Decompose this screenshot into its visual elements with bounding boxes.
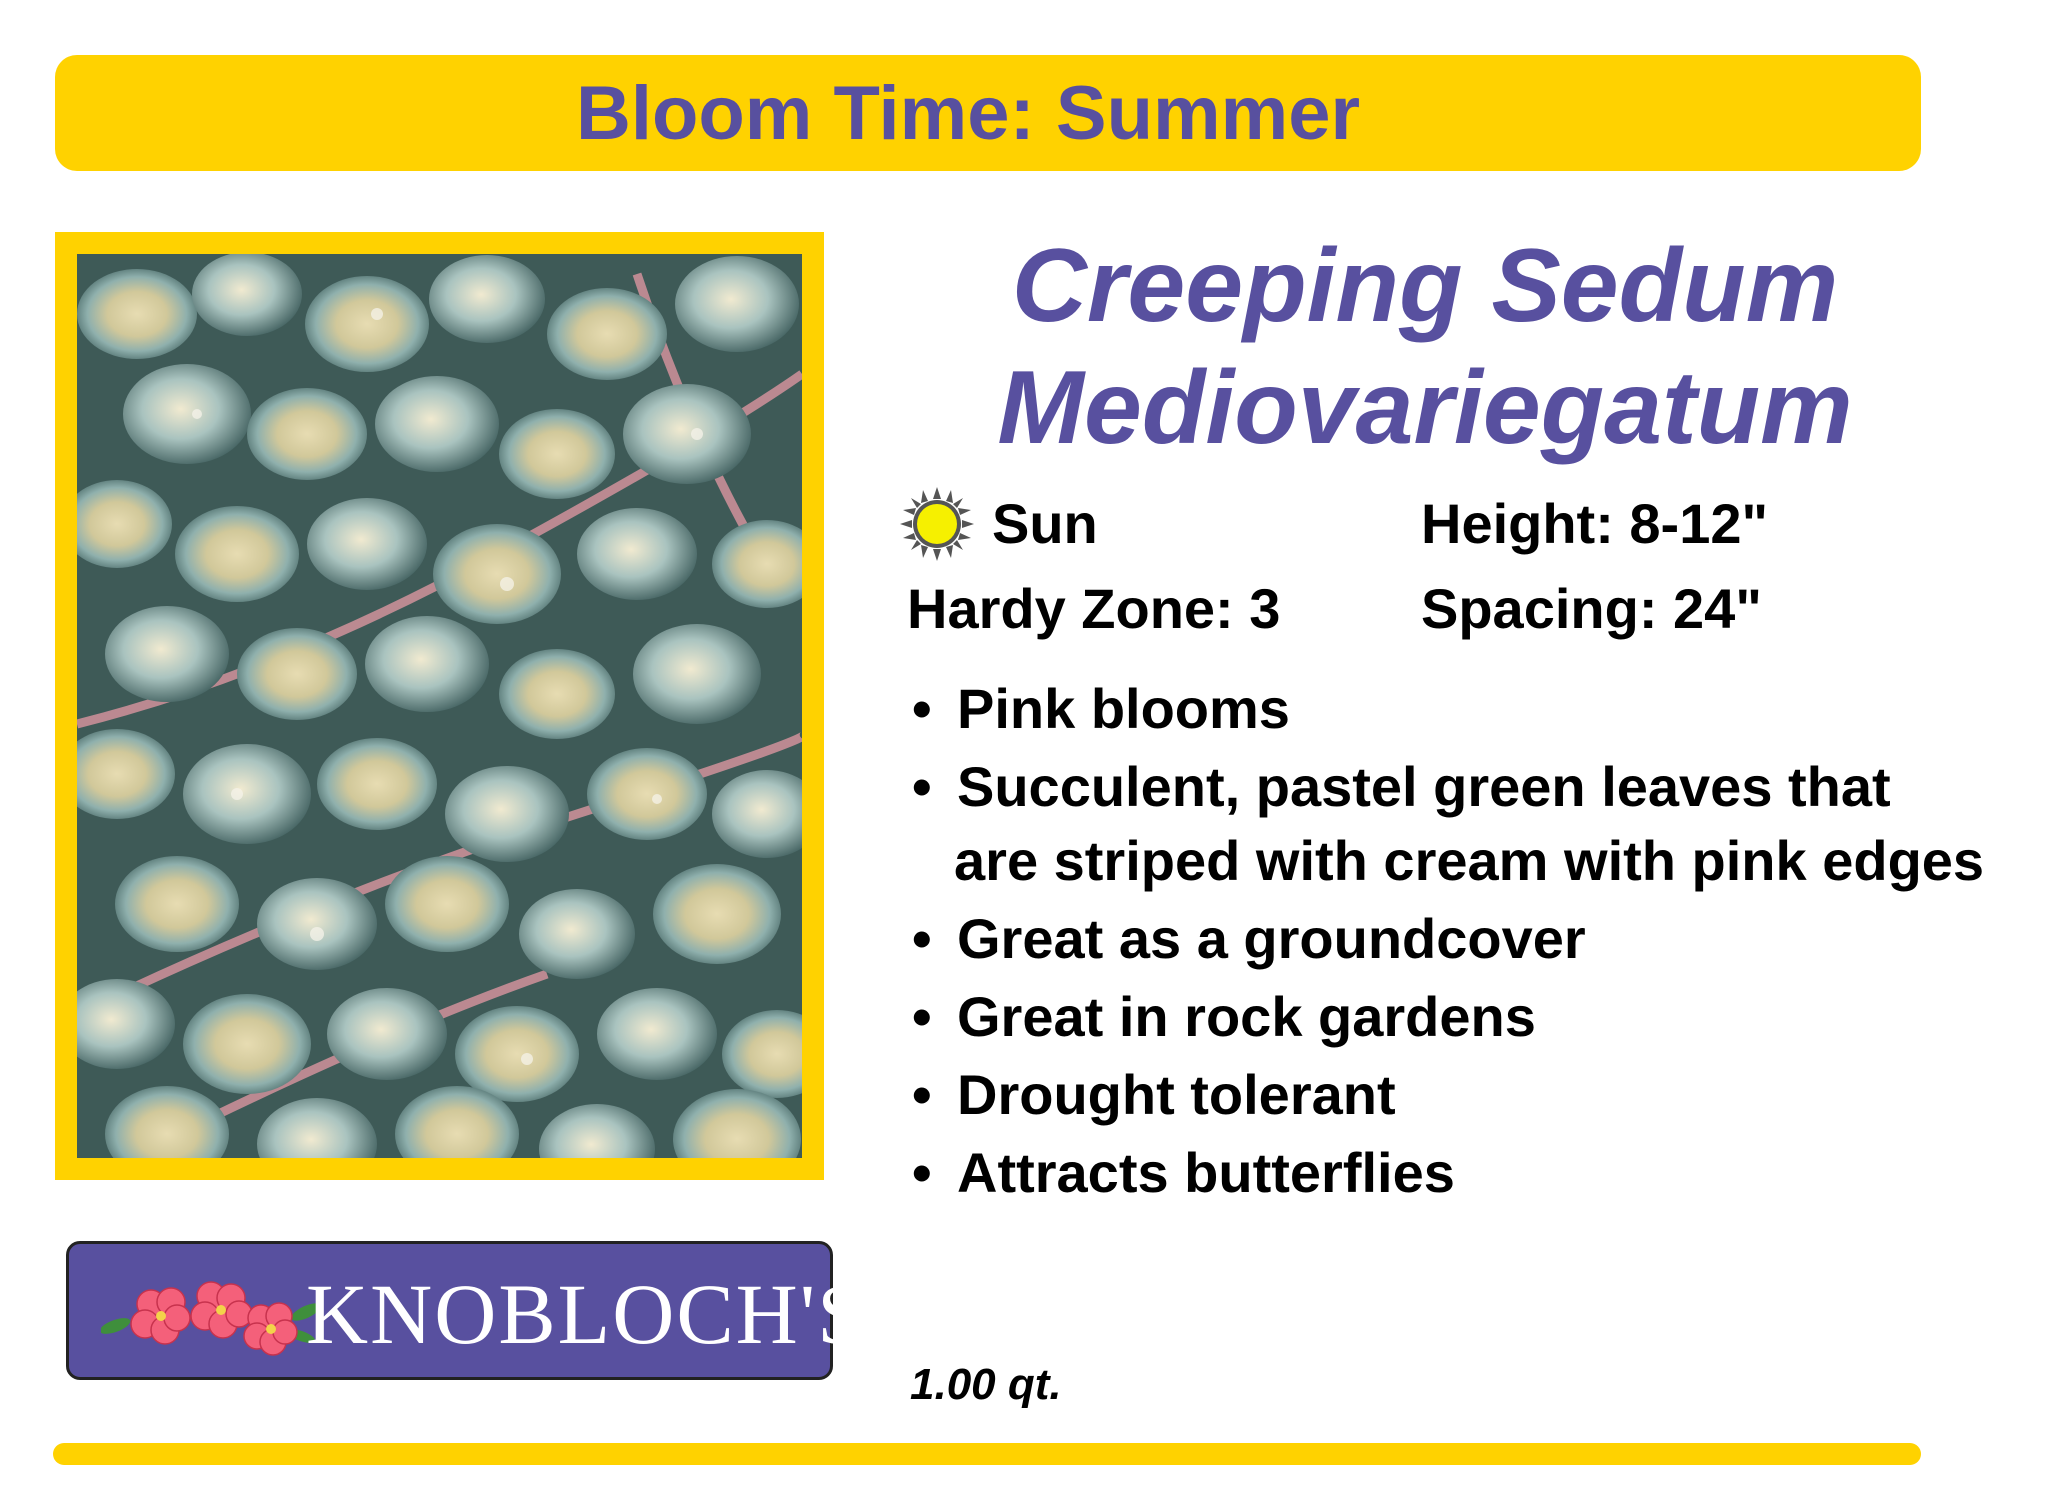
container-size: 1.00 qt. <box>910 1360 1062 1409</box>
bloom-time-banner <box>55 55 1921 171</box>
feature-item: • Succulent, pastel green leaves that <box>912 748 1984 826</box>
brand-name: KNOBLOCH'S <box>306 1266 868 1362</box>
flower-logo-icon <box>101 1274 321 1364</box>
feature-item: • Drought tolerant <box>912 1056 1984 1134</box>
footer-bar <box>53 1443 1921 1465</box>
plant-photo-frame <box>55 232 824 1180</box>
plant-photo <box>77 254 802 1158</box>
plant-variety-name: Mediovariegatum <box>997 350 1853 466</box>
feature-item-continuation: are striped with cream with pink edges <box>954 829 1985 892</box>
feature-item: • Great as a groundcover <box>912 900 1984 978</box>
hardy-zone: Hardy Zone: 3 <box>907 577 1281 640</box>
plant-name <box>860 225 1990 469</box>
feature-item: • Great in rock gardens <box>912 978 1984 1056</box>
plant-height: Height: 8-12" <box>1421 492 1769 555</box>
sedum-leaves-image <box>77 254 802 1158</box>
feature-list <box>912 670 1984 1212</box>
sun-icon <box>900 487 974 561</box>
bloom-time-text: Bloom Time: Summer <box>575 70 1361 156</box>
feature-item: • Attracts butterflies <box>912 1134 1984 1212</box>
plant-spacing: Spacing: 24" <box>1421 577 1762 640</box>
light-requirement: Sun <box>992 492 1098 555</box>
feature-item: • Pink blooms <box>912 670 1984 748</box>
plant-common-name: Creeping Sedum <box>1011 228 1839 344</box>
brand-logo <box>66 1241 868 1380</box>
